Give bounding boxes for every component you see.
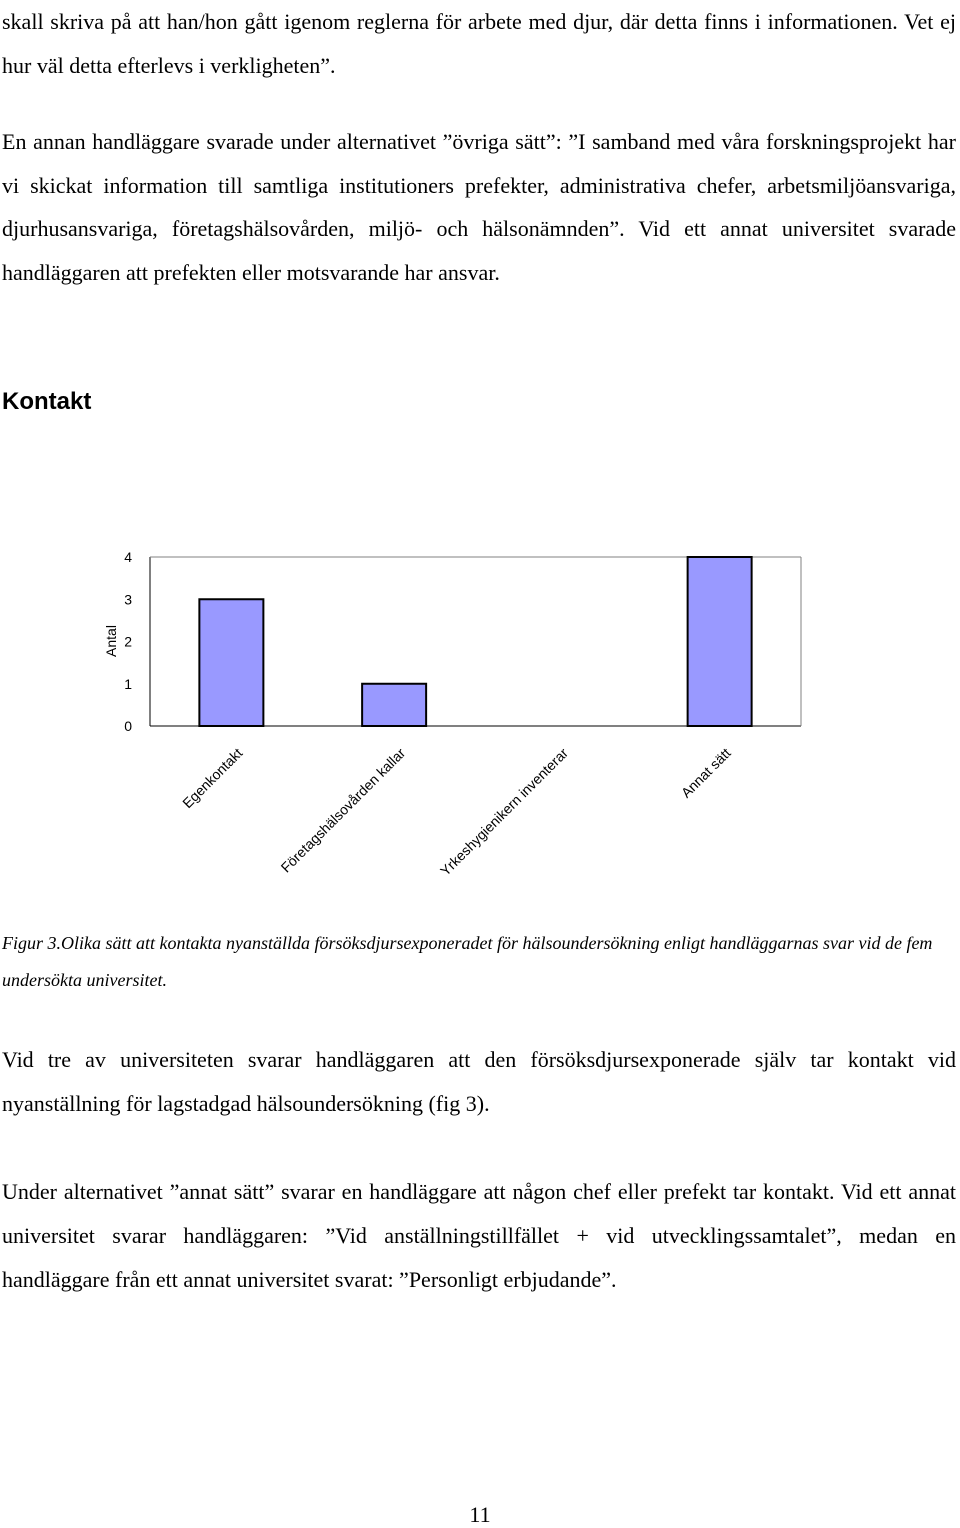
y-tick-label-4: 4 [124, 549, 132, 565]
x-tick-label-0: Egenkontakt [179, 744, 246, 812]
figure-caption: Figur 3.Olika sätt att kontakta nyanställda försöksdjursexponeradet för hälsoundersökning enligt handläggarnas svar vid de fem undersökta universitet. [2, 933, 933, 990]
paragraph-2: En annan handläggare svarade under alternativet ”övriga sätt”: ”I samband med våra forskningsprojekt har vi skickat information till samtliga institutioners prefekter, administrativa chefer, arbetsmiljöansvariga, djurhusansvariga, företagshälsovården, miljö- och hälsonämnden”. Vid ett annat universitet svarade handläggaren att prefekten eller motsvarande har ansvar. [2, 129, 956, 285]
y-tick-label-1: 1 [124, 675, 132, 692]
paragraph-4: Under alternativet ”annat sätt” svarar en handläggare att någon chef eller prefekt tar kontakt. Vid ett annat universitet svarar handläggaren: ”Vid anställningstillfället + vid utvecklingssamtalet”, medan en handläggare från ett annat universitet svarat: ”Personligt erbjudande”. [2, 1179, 956, 1292]
plot-area [103, 549, 801, 879]
paragraph-1: skall skriva på att han/hon gått igenom reglerna för arbete med djur, där detta finns i informationen. Vet ej hur väl detta efterlevs i verkligheten”. [2, 9, 956, 78]
x-tick-label-1: Företagshälsovården kallar [277, 744, 409, 876]
paragraph-3: Vid tre av universiteten svarar handläggaren att den försöksdjursexponerade själv tar kontakt vid nyanställning för lagstadgad hälsoundersökning (fig 3). [2, 1047, 956, 1116]
y-tick-label-0: 0 [124, 718, 132, 734]
x-tick-labels [179, 745, 734, 879]
bars-group [199, 557, 751, 726]
x-tick-label-3: Annat sätt [677, 744, 734, 801]
bar-1 [362, 684, 426, 726]
y-axis-label: Antal [103, 625, 119, 657]
bar-0 [199, 599, 263, 726]
page-number: 11 [469, 1502, 491, 1527]
y-tick-label-2: 2 [124, 633, 132, 650]
y-tick-label-3: 3 [124, 591, 132, 608]
bar-chart [0, 540, 960, 910]
y-tick-labels [124, 549, 132, 734]
bar-3 [688, 557, 752, 726]
x-tick-label-2: Yrkeshygienikern inventerar [436, 744, 571, 879]
section-heading: Kontakt [2, 388, 92, 415]
